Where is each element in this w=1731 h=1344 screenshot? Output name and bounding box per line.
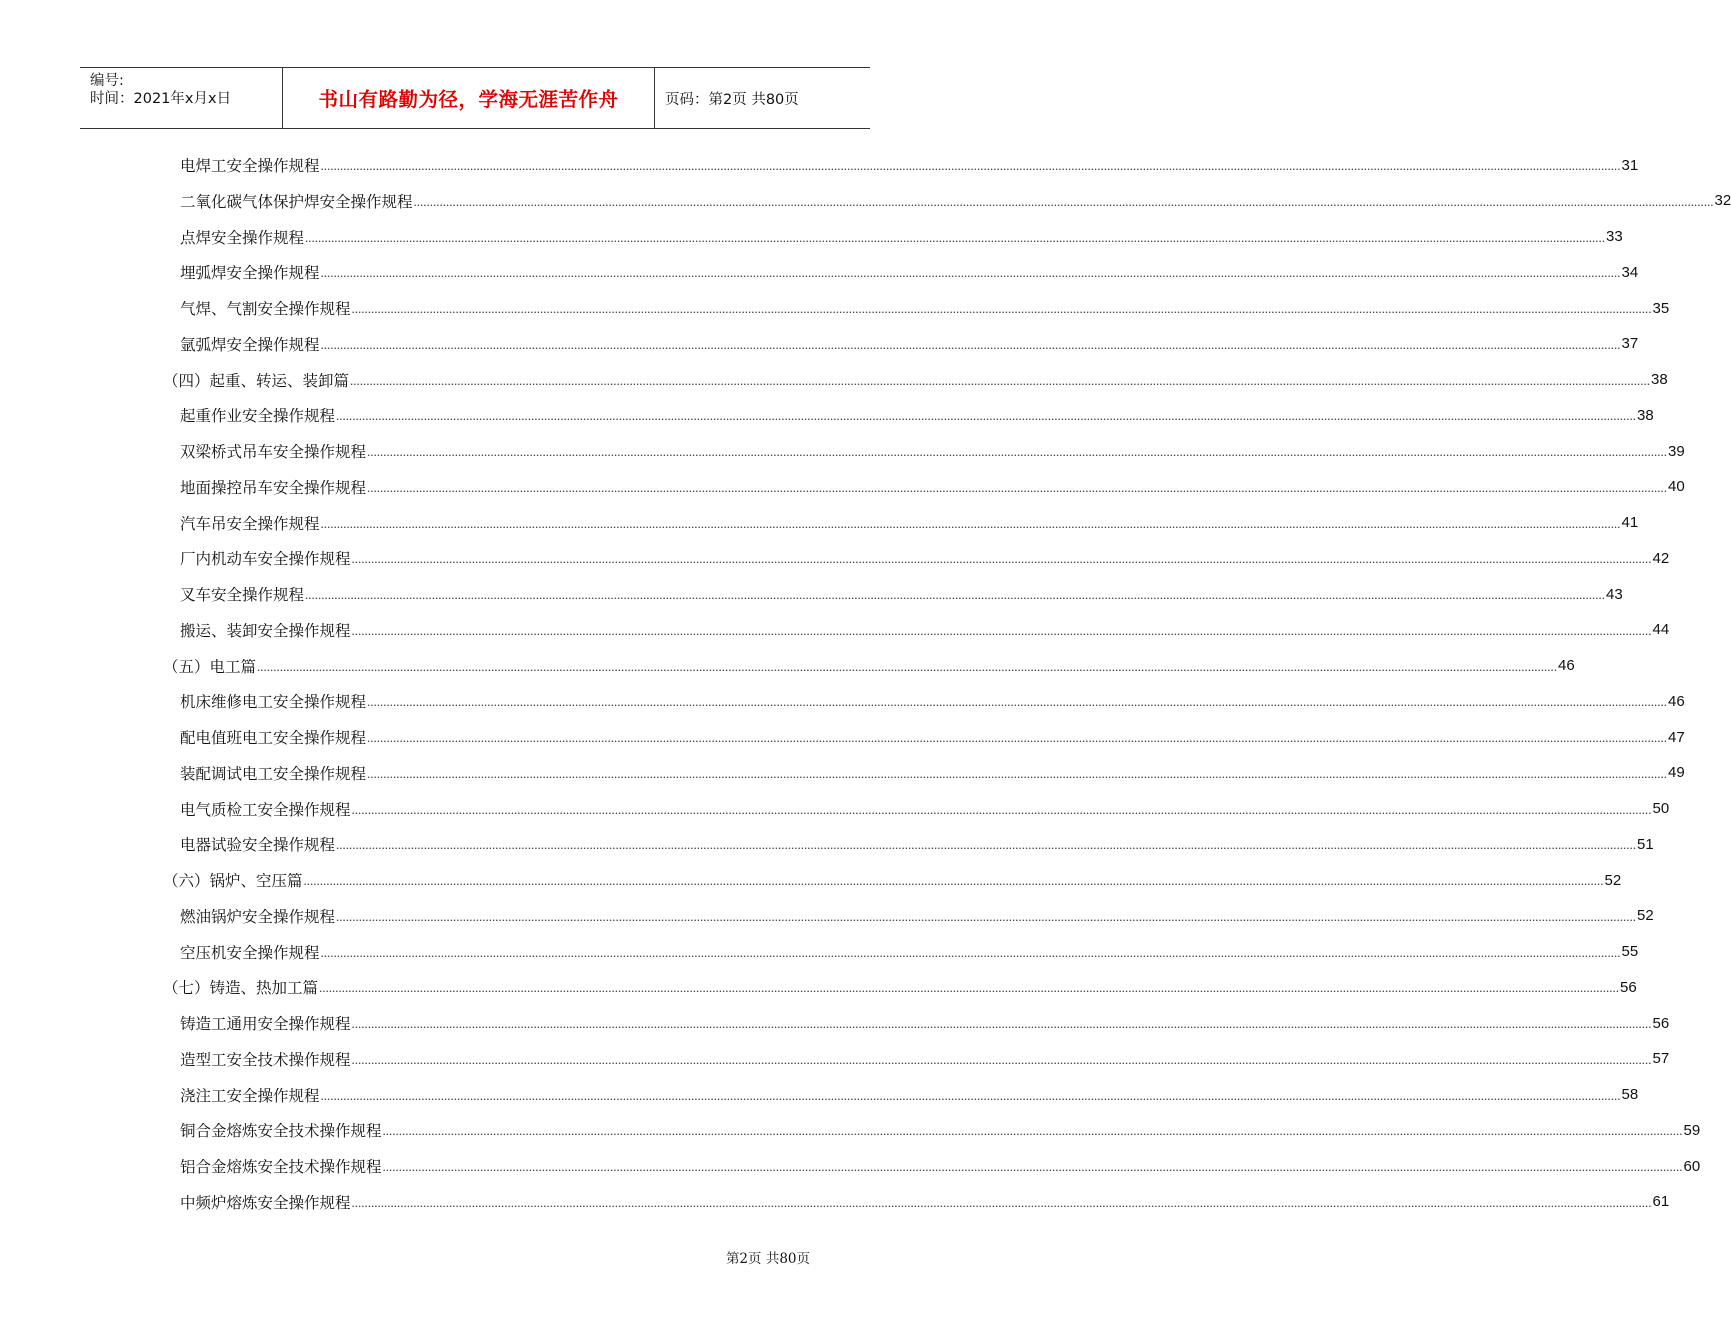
page-info-text: 页码：第2页 共80页 [665, 91, 799, 108]
toc-entry-title: 汽车吊安全操作规程 [180, 514, 320, 533]
toc-dot-leader: ................................................................................................................................................................................................................................................................................................................................................................................................................ [382, 1159, 1683, 1174]
toc-dot-leader: ................................................................................................................................................................................................................................................................................................................................................................................................................ [305, 587, 1606, 602]
toc-entry-title: 配电值班电工安全操作规程 [180, 729, 367, 747]
toc-entry[interactable] [180, 612, 1670, 648]
toc-dot-leader: ................................................................................................................................................................................................................................................................................................................................................................................................................ [336, 408, 1637, 424]
toc-dot-leader: ................................................................................................................................................................................................................................................................................................................................................................................................................ [367, 694, 1668, 710]
toc-entry-page: 52 [1604, 871, 1622, 889]
toc-entry-title: （五）电工篇 [163, 657, 257, 676]
toc-dot-leader: ................................................................................................................................................................................................................................................................................................................................................................................................................ [367, 444, 1668, 459]
toc-entry[interactable] [180, 826, 1654, 862]
toc-entry-page: 34 [1621, 263, 1639, 281]
toc-entry-page: 55 [1621, 943, 1639, 960]
toc-entry[interactable] [180, 433, 1685, 469]
toc-dot-leader: ................................................................................................................................................................................................................................................................................................................................................................................................................ [303, 873, 1604, 888]
header-page-info [655, 68, 870, 128]
toc-entry[interactable] [180, 219, 1623, 255]
toc-entry[interactable] [180, 1077, 1639, 1113]
number-label: 编号: [90, 73, 124, 89]
toc-dot-leader: ................................................................................................................................................................................................................................................................................................................................................................................................................ [351, 622, 1652, 638]
toc-entry[interactable] [180, 1148, 1701, 1184]
toc-entry-page: 38 [1637, 406, 1654, 424]
toc-entry-title: 中频炉熔炼安全操作规程 [180, 1193, 351, 1212]
footer-page-number: 第2页 共80页 [725, 1251, 810, 1267]
toc-entry-title: （六）锅炉、空压篇 [163, 872, 303, 890]
toc-entry-page: 51 [1637, 835, 1654, 853]
toc-entry[interactable] [180, 469, 1685, 505]
toc-entry-title: 浇注工安全操作规程 [180, 1086, 320, 1105]
toc-entry[interactable] [180, 683, 1685, 719]
toc-entry-page: 42 [1652, 549, 1670, 567]
header-meta [80, 68, 282, 128]
toc-entry-page: 47 [1668, 728, 1685, 746]
toc-entry[interactable] [163, 648, 1575, 684]
toc-entry-title: 电器试验安全操作规程 [180, 836, 336, 855]
toc-entry[interactable] [180, 505, 1639, 541]
toc-entry-title: 双梁桥式吊车安全操作规程 [180, 443, 367, 461]
toc-dot-leader: ................................................................................................................................................................................................................................................................................................................................................................................................................ [367, 479, 1668, 495]
toc-entry-title: 叉车安全操作规程 [180, 586, 305, 604]
toc-dot-leader: ................................................................................................................................................................................................................................................................................................................................................................................................................ [320, 336, 1621, 352]
toc-entry-page: 43 [1606, 585, 1623, 603]
header-motto-cell [282, 68, 655, 128]
toc-dot-leader: ................................................................................................................................................................................................................................................................................................................................................................................................................ [367, 730, 1668, 745]
toc-entry-page: 32 [1714, 192, 1731, 210]
toc-dot-leader: ................................................................................................................................................................................................................................................................................................................................................................................................................ [320, 265, 1621, 281]
toc-entry-title: 氩弧焊安全操作规程 [180, 335, 320, 354]
toc-dot-leader: ................................................................................................................................................................................................................................................................................................................................................................................................................ [351, 301, 1652, 316]
toc-entry-page: 37 [1621, 335, 1639, 353]
toc-dot-leader: ................................................................................................................................................................................................................................................................................................................................................................................................................ [320, 158, 1621, 173]
toc-entry[interactable] [180, 1112, 1701, 1148]
toc-entry[interactable] [180, 1041, 1670, 1077]
toc-entry-page: 40 [1668, 478, 1685, 496]
toc-entry[interactable] [180, 1184, 1670, 1220]
toc-entry[interactable] [180, 397, 1654, 433]
toc-dot-leader: ................................................................................................................................................................................................................................................................................................................................................................................................................ [351, 551, 1652, 567]
toc-dot-leader: ................................................................................................................................................................................................................................................................................................................................................................................................................ [367, 765, 1668, 781]
toc-entry[interactable] [180, 719, 1685, 755]
toc-entry-page: 52 [1637, 907, 1654, 925]
toc-entry[interactable] [180, 254, 1639, 290]
toc-entry-title: 起重作业安全操作规程 [180, 407, 336, 426]
toc-entry-title: 埋弧焊安全操作规程 [180, 264, 320, 283]
toc-entry[interactable] [163, 862, 1622, 898]
toc-entry-title: （七）铸造、热加工篇 [163, 979, 319, 998]
toc-entry[interactable] [180, 183, 1731, 219]
toc-entry-page: 35 [1652, 299, 1670, 317]
toc-entry-title: 地面操控吊车安全操作规程 [180, 478, 367, 497]
toc-entry-title: 空压机安全操作规程 [180, 943, 320, 962]
page-header [80, 67, 870, 129]
toc-entry-page: 61 [1652, 1193, 1670, 1211]
toc-dot-leader: ................................................................................................................................................................................................................................................................................................................................................................................................................ [320, 1087, 1621, 1103]
toc-entry[interactable] [180, 1005, 1670, 1041]
toc-entry-title: 气焊、气割安全操作规程 [180, 300, 351, 318]
toc-entry-page: 57 [1652, 1050, 1670, 1068]
toc-entry-page: 49 [1668, 764, 1685, 782]
toc-entry-title: 点焊安全操作规程 [180, 228, 305, 247]
toc-entry-page: 46 [1668, 692, 1685, 710]
toc-dot-leader: ................................................................................................................................................................................................................................................................................................................................................................................................................ [305, 229, 1606, 245]
toc-dot-leader: ................................................................................................................................................................................................................................................................................................................................................................................................................ [351, 801, 1652, 817]
toc-entry-page: 60 [1683, 1157, 1701, 1175]
toc-dot-leader: ................................................................................................................................................................................................................................................................................................................................................................................................................ [319, 980, 1620, 996]
toc-entry-title: （四）起重、转运、装卸篇 [163, 371, 350, 390]
toc-dot-leader: ................................................................................................................................................................................................................................................................................................................................................................................................................ [320, 515, 1621, 531]
toc-entry-title: 铜合金熔炼安全技术操作规程 [180, 1122, 382, 1141]
toc-entry[interactable] [180, 147, 1639, 183]
toc-entry[interactable] [180, 540, 1670, 576]
toc-entry[interactable] [180, 934, 1639, 970]
toc-dot-leader: ................................................................................................................................................................................................................................................................................................................................................................................................................ [351, 1194, 1652, 1210]
toc-entry-title: 装配调试电工安全操作规程 [180, 764, 367, 783]
toc-entry-title: 电焊工安全操作规程 [180, 157, 320, 175]
toc-entry-page: 38 [1651, 371, 1668, 388]
toc-dot-leader: ................................................................................................................................................................................................................................................................................................................................................................................................................ [336, 837, 1637, 853]
toc-entry-page: 39 [1668, 442, 1685, 460]
toc-entry[interactable] [180, 791, 1670, 827]
time-label: 时间：2021年x月x日 [90, 91, 232, 107]
toc-entry-title: 铝合金熔炼安全技术操作规程 [180, 1158, 382, 1176]
toc-entry-title: 造型工安全技术操作规程 [180, 1050, 351, 1069]
toc-entry-page: 56 [1652, 1014, 1670, 1032]
toc-dot-leader: ................................................................................................................................................................................................................................................................................................................................................................................................................ [350, 372, 1651, 388]
toc-entry-page: 56 [1620, 978, 1637, 996]
toc-entry-title: 燃油锅炉安全操作规程 [180, 907, 336, 926]
toc-entry-page: 59 [1683, 1121, 1701, 1139]
toc-dot-leader: ................................................................................................................................................................................................................................................................................................................................................................................................................ [320, 944, 1621, 960]
toc-entry-title: 铸造工通用安全操作规程 [180, 1015, 351, 1033]
toc-entry[interactable] [180, 290, 1670, 326]
toc-entry-title: 二氧化碳气体保护焊安全操作规程 [180, 192, 413, 211]
toc-entry-title: 机床维修电工安全操作规程 [180, 693, 367, 712]
toc-entry-page: 50 [1652, 800, 1670, 817]
toc-entry[interactable] [180, 576, 1623, 612]
toc-dot-leader: ................................................................................................................................................................................................................................................................................................................................................................................................................ [351, 1016, 1652, 1031]
toc-dot-leader: ................................................................................................................................................................................................................................................................................................................................................................................................................ [413, 193, 1714, 209]
toc-entry-title: 电气质检工安全操作规程 [180, 800, 351, 819]
toc-entry[interactable] [163, 969, 1637, 1005]
toc-dot-leader: ................................................................................................................................................................................................................................................................................................................................................................................................................ [336, 908, 1637, 924]
toc-dot-leader: ................................................................................................................................................................................................................................................................................................................................................................................................................ [382, 1123, 1683, 1139]
toc-entry-title: 搬运、装卸安全操作规程 [180, 621, 351, 640]
toc-entry-page: 58 [1621, 1086, 1639, 1103]
motto-text: 书山有路勤为径，学海无涯苦作舟 [318, 88, 619, 111]
toc-entry[interactable] [163, 362, 1668, 398]
toc-entry-title: 厂内机动车安全操作规程 [180, 550, 351, 569]
toc-entry[interactable] [180, 898, 1654, 934]
toc-entry[interactable] [180, 755, 1685, 791]
toc-entry-page: 33 [1606, 228, 1623, 245]
toc-entry[interactable] [180, 326, 1639, 362]
toc-entry-page: 41 [1621, 514, 1639, 531]
toc-dot-leader: ................................................................................................................................................................................................................................................................................................................................................................................................................ [257, 658, 1558, 674]
toc-dot-leader: ................................................................................................................................................................................................................................................................................................................................................................................................................ [351, 1051, 1652, 1067]
toc-entry-page: 44 [1652, 621, 1670, 639]
toc-entry-page: 31 [1621, 156, 1639, 174]
toc-entry-page: 46 [1558, 657, 1575, 674]
page-footer [680, 1247, 810, 1267]
